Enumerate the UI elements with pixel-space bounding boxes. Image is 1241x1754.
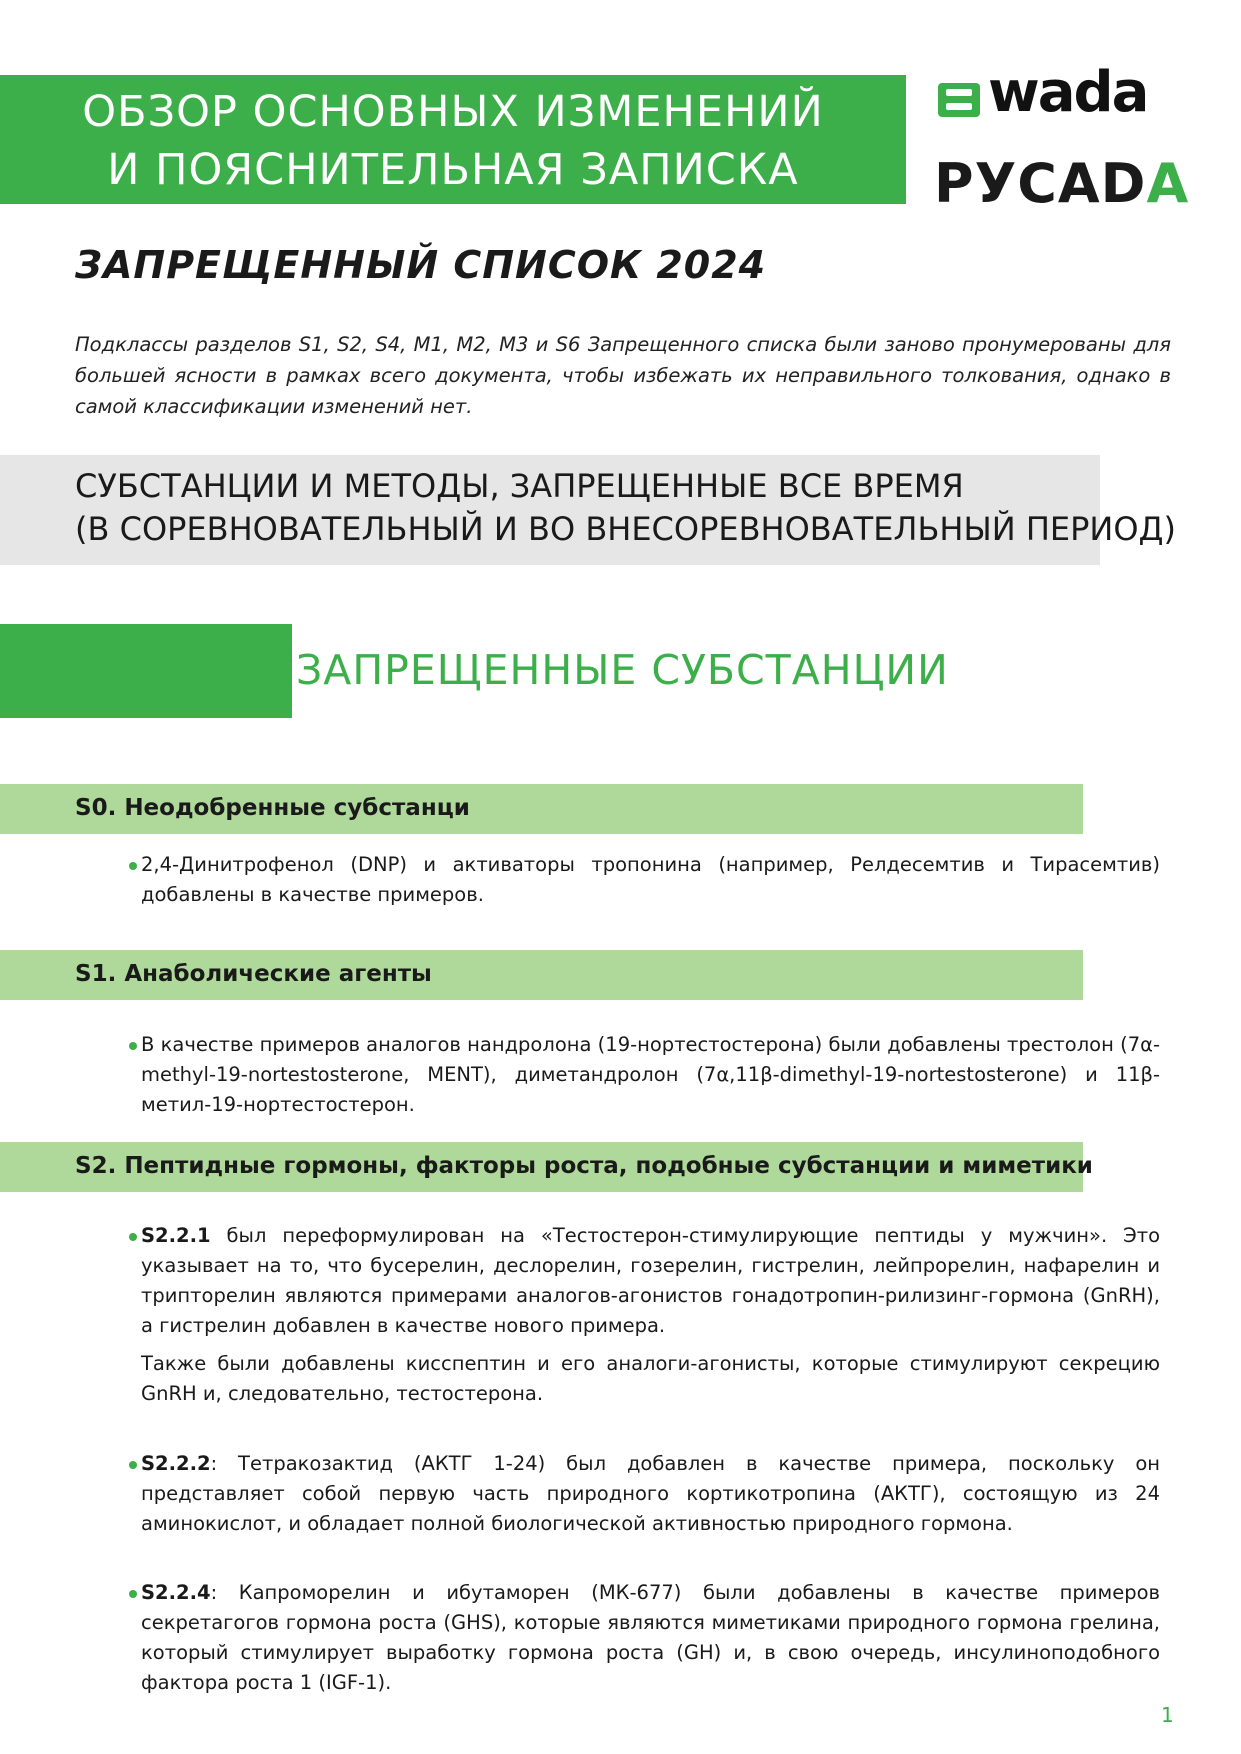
s2-header	[0, 1142, 1093, 1192]
s2-bullet-2-text: : Тетракозактид (АКТГ 1-24) был добавлен в качестве примера, поскольку он представляет собой первую часть природного кортикотропина (АКТГ), состоящую из 24 аминокислот, и обладает полной биологической активностью природного гормона.	[141, 1452, 1160, 1535]
document-title: ЗАПРЕЩЕННЫЙ СПИСОК 2024	[75, 243, 767, 287]
wada-logo	[938, 60, 1158, 125]
banner-line-2: И ПОЯСНИТЕЛЬНАЯ ЗАПИСКА	[107, 145, 799, 195]
s2-bullet-1	[141, 1221, 1160, 1409]
wada-logo-text: wada	[988, 60, 1148, 125]
bullet-dot-icon	[129, 1461, 137, 1469]
banner-line-1: ОБЗОР ОСНОВНЫХ ИЗМЕНЕНИЙ	[82, 87, 824, 137]
page-number: 1	[1161, 1703, 1174, 1727]
wada-mark-icon	[938, 83, 980, 117]
s2-bullet-3-label: S2.2.4	[141, 1581, 211, 1604]
rusada-logo	[934, 152, 1189, 215]
s1-bullet	[141, 1030, 1160, 1120]
s2-bullet-2-label: S2.2.2	[141, 1452, 211, 1475]
rusada-logo-accent: A	[1146, 152, 1190, 215]
header-banner	[0, 75, 906, 204]
intro-paragraph: Подклассы разделов S1, S2, S4, M1, M2, M3 и S6 Запрещенного списка были заново пронумерованы для большей ясности в рамках всего документа, чтобы избежать их неправильного толкования, однако в самой классификации изменений нет.	[75, 333, 1171, 418]
s0-title: S0. Неодобренные субстанци	[75, 795, 470, 821]
category-banner-line-2: (В СОРЕВНОВАТЕЛЬНЫЙ И ВО ВНЕСОРЕВНОВАТЕЛЬНЫЙ ПЕРИОД)	[75, 510, 1177, 548]
bullet-dot-icon	[129, 862, 137, 870]
rusada-logo-text: РУСАD	[934, 152, 1147, 215]
category-banner-line-1: СУБСТАНЦИИ И МЕТОДЫ, ЗАПРЕЩЕННЫЕ ВСЕ ВРЕМЯ	[75, 467, 964, 505]
s0-bullet	[141, 850, 1160, 910]
s2-bullet-3-text: : Капроморелин и ибутаморен (МК-677) были добавлены в качестве примеров секретагогов гормона роста (GHS), которые являются миметиками природного гормона грелина, который стимулирует выработку гормона роста (GH) и, в свою очередь, инсулиноподобного фактора роста 1 (IGF-1).	[141, 1581, 1160, 1694]
s1-title: S1. Анаболические агенты	[75, 961, 432, 987]
s2-bullet-1-label: S2.2.1	[141, 1224, 211, 1247]
bullet-dot-icon	[129, 1042, 137, 1050]
s1-header	[0, 950, 1083, 1000]
bullet-dot-icon	[129, 1590, 137, 1598]
s0-bullet-text: 2,4-Динитрофенол (DNP) и активаторы тропонина (например, Релдесемтив и Тирасемтив) добавлены в качестве примеров.	[141, 853, 1160, 906]
category-banner	[0, 455, 1177, 565]
s2-bullet-1-text: был переформулирован на «Тестостерон-стимулирующие пептиды у мужчин». Это указывает на то, что бусерелин, деслорелин, гозерелин, гистрелин, лейпрорелин, нафарелин и трипторелин являются примерами аналогов-агонистов гонадотропин-рилизинг-гормона (GnRH), а гистрелин добавлен в качестве нового примера.	[141, 1224, 1160, 1337]
s2-bullet-3	[141, 1578, 1160, 1698]
s2-bullet-1-extra: Также были добавлены кисспептин и его аналоги-агонисты, которые стимулируют секрецию GnRH и, следовательно, тестостерона.	[141, 1352, 1160, 1405]
bullet-dot-icon	[129, 1233, 137, 1241]
section-title: ЗАПРЕЩЕННЫЕ СУБСТАНЦИИ	[296, 646, 949, 694]
s2-title: S2. Пептидные гормоны, факторы роста, подобные субстанции и миметики	[75, 1153, 1093, 1179]
s1-bullet-text: В качестве примеров аналогов нандролона (19-нортестостерона) были добавлены трестолон (7α-methyl-19-nortestosterone, MENT), диметандролон (7α,11β-dimethyl-19-nortestosterone) и 11β-метил-19-нортестостерон.	[141, 1033, 1160, 1116]
section-accent-block	[0, 624, 292, 718]
s0-header	[0, 784, 1083, 834]
s2-bullet-2	[141, 1449, 1160, 1539]
